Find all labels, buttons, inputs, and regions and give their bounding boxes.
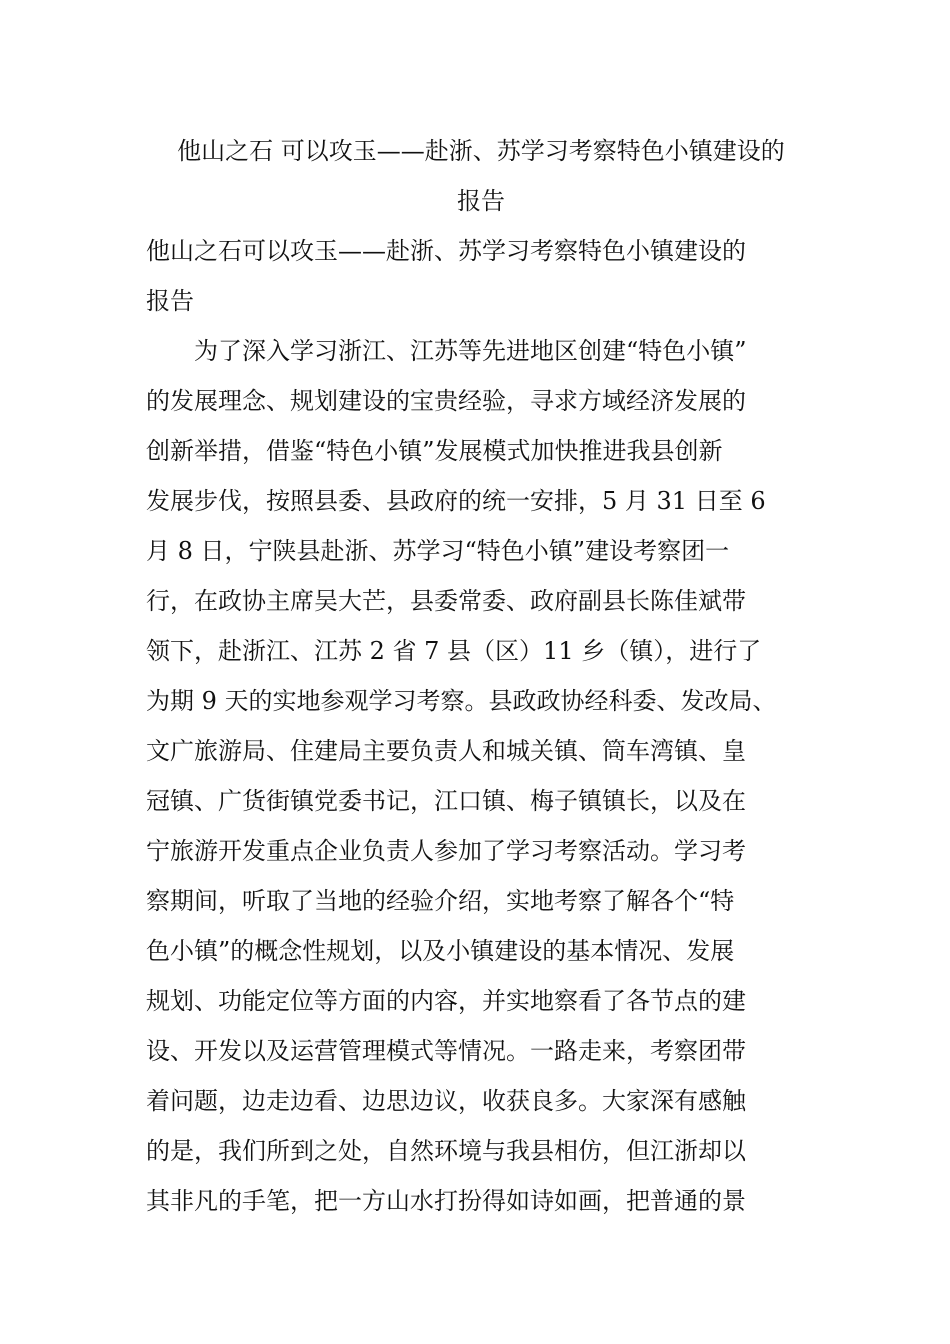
document-page [146, 126, 816, 1226]
body-line: 领下，赴浙江、江苏 2 省 7 县（区）11 乡（镇），进行了 [146, 637, 762, 665]
body-line: 其非凡的手笔，把一方山水打扮得如诗如画，把普通的景 [146, 1187, 746, 1215]
body-line: 创新举措，借鉴“特色小镇”发展模式加快推进我县创新 [146, 437, 723, 465]
body-line: 色小镇”的概念性规划，以及小镇建设的基本情况、发展 [146, 937, 735, 965]
title-line: 报告 [457, 187, 505, 215]
body-line: 着问题，边走边看、边思边议，收获良多。大家深有感触 [146, 1087, 746, 1115]
body-line: 的是，我们所到之处，自然环境与我县相仿，但江浙却以 [146, 1137, 746, 1165]
title-line: 他山之石 可以攻玉——赴浙、苏学习考察特色小镇建设的 [177, 137, 785, 165]
body-paragraph [146, 326, 836, 1226]
body-line: 宁旅游开发重点企业负责人参加了学习考察活动。学习考 [146, 837, 746, 865]
body-line: 设、开发以及运营管理模式等情况。一路走来，考察团带 [146, 1037, 746, 1065]
subtitle-line: 报告 [146, 287, 194, 315]
body-line: 为期 9 天的实地参观学习考察。县政政协经科委、发改局、 [146, 687, 777, 715]
body-line: 规划、功能定位等方面的内容，并实地察看了各节点的建 [146, 987, 746, 1015]
body-line: 察期间，听取了当地的经验介绍，实地考察了解各个“特 [146, 887, 735, 915]
body-line: 文广旅游局、住建局主要负责人和城关镇、筒车湾镇、皇 [146, 737, 746, 765]
body-line: 冠镇、广货街镇党委书记，江口镇、梅子镇镇长，以及在 [146, 787, 746, 815]
body-line: 月 8 日，宁陕县赴浙、苏学习“特色小镇”建设考察团一 [146, 537, 730, 565]
document-title [146, 126, 816, 226]
body-line: 的发展理念、规划建设的宝贵经验，寻求方域经济发展的 [146, 387, 746, 415]
body-line: 发展步伐，按照县委、县政府的统一安排，5 月 31 日至 6 [146, 487, 766, 515]
body-line: 行，在政协主席吴大芒，县委常委、政府副县长陈佳斌带 [146, 587, 746, 615]
subtitle-line: 他山之石可以攻玉——赴浙、苏学习考察特色小镇建设的 [146, 237, 746, 265]
document-subtitle [146, 226, 816, 326]
body-line: 为了深入学习浙江、江苏等先进地区创建“特色小镇” [194, 337, 747, 365]
